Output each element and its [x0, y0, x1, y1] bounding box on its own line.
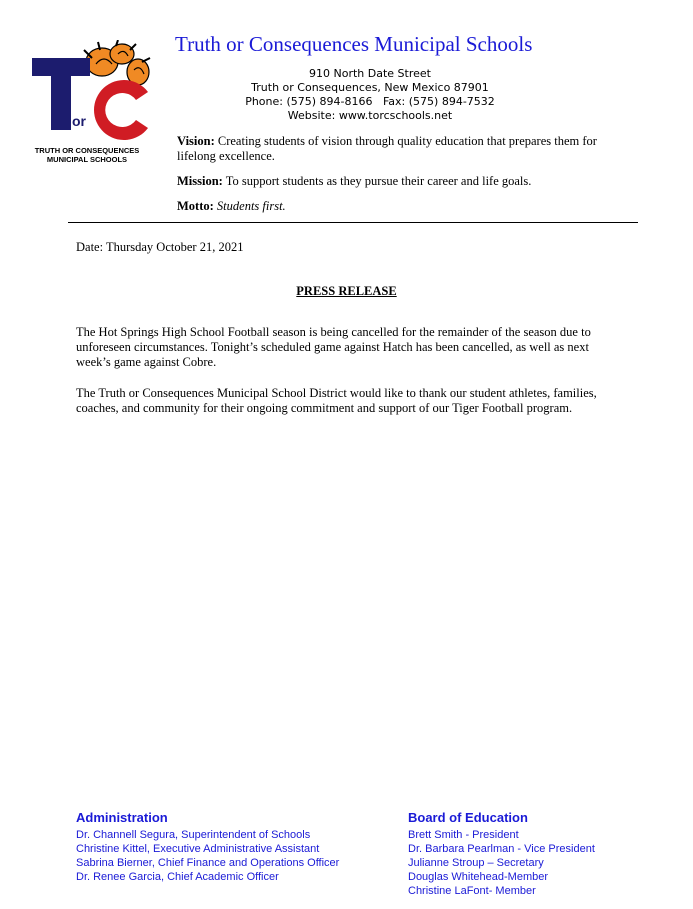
- tiger-paw-logo-icon: [30, 40, 156, 140]
- admin-member: Sabrina Bierner, Chief Finance and Operations Officer: [76, 857, 340, 869]
- motto-statement: [177, 199, 637, 214]
- board-member: Dr. Barbara Pearlman - Vice President: [408, 843, 595, 855]
- district-title: Truth or Consequences Municipal Schools: [175, 32, 533, 56]
- vision-statement: [177, 134, 637, 164]
- board-member: Douglas Whitehead-Member: [408, 871, 549, 883]
- board-of-education-column: [408, 810, 668, 898]
- release-date: Date: Thursday October 21, 2021: [76, 240, 244, 254]
- logo-or-text: or: [72, 113, 86, 129]
- phone-fax: Phone: (575) 894-8166 Fax: (575) 894-7532: [245, 95, 495, 108]
- vision-label: Vision:: [177, 134, 215, 148]
- body-paragraph-2: The Truth or Consequences Municipal School District would like to thank our student athletes, families, coaches, and community for their ongoing commitment and support of our Tiger Football program.: [76, 386, 597, 415]
- tiger-paw-icon: [84, 40, 150, 85]
- district-logo: [30, 40, 156, 140]
- header-divider: [68, 222, 638, 223]
- administration-heading: Administration: [76, 810, 168, 825]
- mission-text: To support students as they pursue their career and life goals.: [225, 174, 532, 188]
- motto-label: Motto:: [177, 199, 214, 213]
- admin-member: Dr. Renee Garcia, Chief Academic Officer: [76, 871, 279, 883]
- board-member: Christine LaFont- Member: [408, 885, 536, 897]
- press-release-heading: PRESS RELEASE: [296, 284, 397, 298]
- board-heading: Board of Education: [408, 810, 528, 825]
- body-paragraph-1: The Hot Springs High School Football season is being cancelled for the remainder of the season due to unforeseen circumstances. Tonight’s scheduled game against Hatch has been cancelled, as well as next week’s game against Cobre.: [76, 325, 591, 369]
- administration-column: [76, 810, 376, 884]
- motto-text: Students first.: [216, 199, 286, 213]
- admin-member: Christine Kittel, Executive Administrative Assistant: [76, 843, 320, 855]
- vision-text: Creating students of vision through quality education that prepares them for lifelong excellence.: [177, 134, 597, 163]
- board-member: Brett Smith - President: [408, 829, 519, 841]
- board-member: Julianne Stroup – Secretary: [408, 857, 544, 869]
- website: Website: www.torcschools.net: [287, 109, 453, 122]
- mission-label: Mission:: [177, 174, 223, 188]
- admin-member: Dr. Channell Segura, Superintendent of Schools: [76, 829, 311, 841]
- logo-caption: TRUTH OR CONSEQUENCES MUNICIPAL SCHOOLS: [34, 146, 140, 164]
- mission-statement: [177, 174, 637, 189]
- street-address: 910 North Date Street: [309, 67, 431, 80]
- city-state-zip: Truth or Consequences, New Mexico 87901: [251, 81, 489, 94]
- address-block: [240, 67, 500, 123]
